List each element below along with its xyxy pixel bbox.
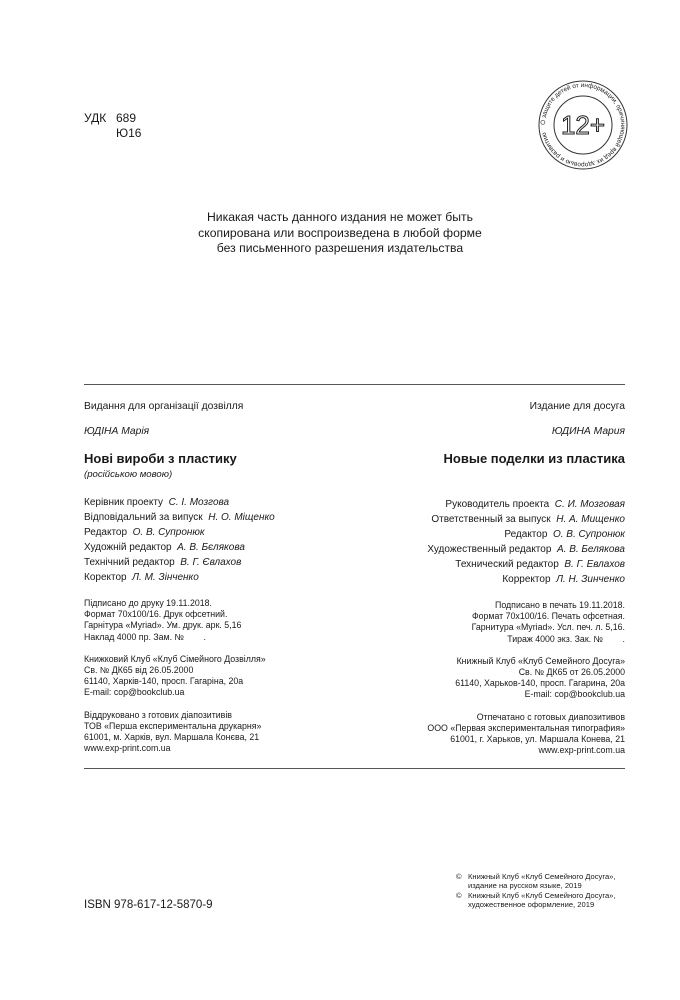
- age-rating-label: 12+: [560, 110, 606, 140]
- credit-row: Технический редактор В. Г. Евлахов: [455, 559, 625, 570]
- credit-row: Художественный редактор А. В. Белякова: [427, 544, 625, 555]
- author-sign: Ю16: [116, 126, 142, 140]
- copyright-notice: [140, 210, 540, 257]
- notice-line: Никакая часть данного издания не может быть: [207, 210, 473, 224]
- printer-details: Віддруковано з готових діапозитивів ТОВ «Перша експериментальна друкарня» 61001, м. Харків, вул. Маршала Конєва, 21 www.exp-print.com.ua: [84, 709, 262, 754]
- edition-type: Видання для організації дозвілля: [84, 401, 244, 412]
- age-rating-badge: [535, 77, 631, 173]
- credit-row: Коректор Л. М. Зінченко: [84, 572, 199, 583]
- publisher-details: Книжковий Клуб «Клуб Сімейного Дозвілля» Св. № ДК65 від 26.05.2000 61140, Харків-140, просп. Гагаріна, 20а E-mail: cop@bookclub.ua: [84, 653, 266, 698]
- copyright-entry: © Книжный Клуб «Клуб Семейного Досуга», издание на русском языке, 2019: [456, 872, 616, 891]
- badge-ring-text: О защите детей от информации, причиняющей вред их здоровью и развитию: [539, 81, 627, 169]
- language-note: (російською мовою): [84, 469, 173, 480]
- udk-value: 689: [116, 111, 137, 125]
- imprint-russian: [355, 400, 625, 756]
- spacer: [355, 469, 625, 483]
- udk-label: УДК: [84, 111, 107, 125]
- copyright-icon: ©: [456, 872, 462, 881]
- publisher-details: Книжный Клуб «Клуб Семейного Досуга» Св. № ДК65 от 26.05.2000 61140, Харьков-140, просп. Гагарина, 20а E-mail: cop@bookclub.ua: [455, 655, 625, 700]
- printer-details: Отпечатано с готовых диапозитивов ООО «Первая экспериментальная типография» 61001, г. Харьков, ул. Маршала Конева, 21 www.exp-print.com.ua: [427, 711, 625, 756]
- credits-list: [355, 497, 625, 587]
- book-title: Новые поделки из пластика: [443, 451, 625, 466]
- credit-row: Редактор О. В. Супронюк: [84, 527, 205, 538]
- credit-row: Відповідальний за випуск Н. О. Міщенко: [84, 512, 275, 523]
- isbn: ISBN 978-617-12-5870-9: [84, 899, 213, 911]
- copyright-icon: ©: [456, 890, 462, 900]
- credits-list: [84, 495, 354, 585]
- print-details: Подписано в печать 19.11.2018. Формат 70х100/16. Печать офсетная. Гарнитура «Myriad». Усл. печ. л. 5,16. Тираж 4000 экз. Зак. № .: [471, 600, 625, 644]
- credit-row: Руководитель проекта С. И. Мозговая: [445, 499, 625, 510]
- edition-type: Издание для досуга: [529, 401, 625, 412]
- print-details: Підписано до друку 19.11.2018. Формат 70х100/16. Друк офсетний. Гарнітура «Myriad». Ум. друк. арк. 5,16 Наклад 4000 пр. Зам. № .: [84, 598, 242, 642]
- top-divider: [84, 384, 625, 385]
- author-name: ЮДІНА Марія: [84, 426, 150, 437]
- credit-row: Корректор Л. Н. Зинченко: [502, 574, 625, 585]
- credit-row: Ответственный за выпуск Н. А. Мищенко: [431, 514, 625, 525]
- copyright-entry: © Книжный Клуб «Клуб Семейного Досуга», художественное оформление, 2019: [456, 890, 616, 910]
- credit-row: Художній редактор А. В. Бєлякова: [84, 542, 245, 553]
- copyright-block: [456, 872, 628, 910]
- udk-block: [84, 111, 141, 141]
- book-title: Нові вироби з пластику: [84, 451, 237, 466]
- credit-row: Технічний редактор В. Г. Євлахов: [84, 557, 242, 568]
- credit-row: Редактор О. В. Супронюк: [504, 529, 625, 540]
- credit-row: Керівник проекту С. І. Мозгова: [84, 497, 230, 508]
- notice-line: без письменного разрешения издательства: [216, 241, 464, 255]
- bottom-divider: [84, 768, 625, 769]
- author-name: ЮДИНА Мария: [551, 426, 625, 437]
- notice-line: скопирована или воспроизведена в любой форме: [198, 225, 482, 240]
- imprint-ukrainian: [84, 400, 354, 754]
